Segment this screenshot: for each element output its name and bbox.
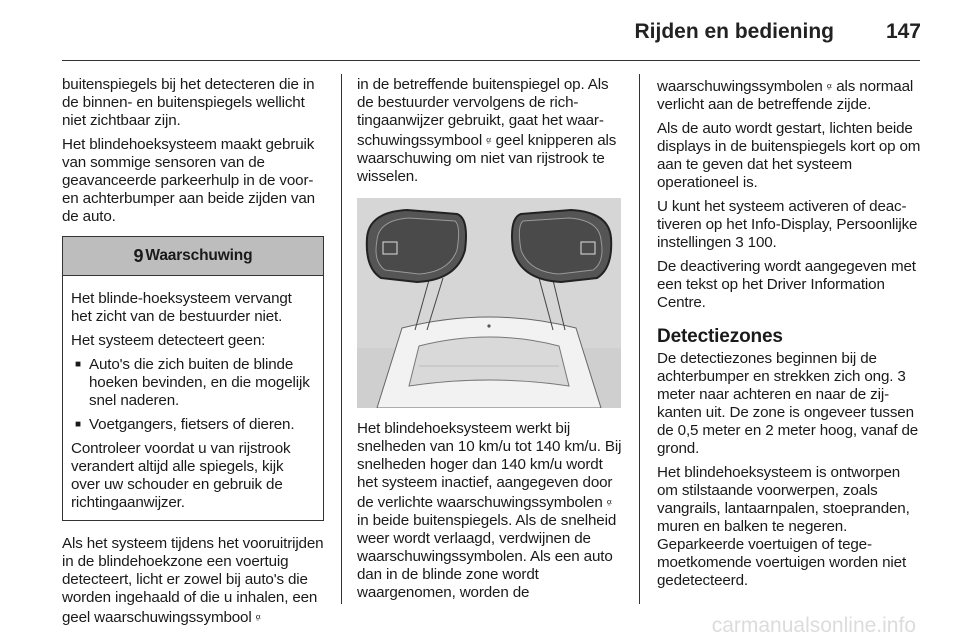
column-2 bbox=[357, 76, 623, 608]
bullet-square-icon: ■ bbox=[75, 419, 81, 430]
paragraph: De deactivering wordt aangegeven met een tekst op het Driver Information Centre. bbox=[657, 258, 916, 311]
page-header-title: Rijden en bediening bbox=[634, 20, 834, 43]
column-3 bbox=[657, 76, 921, 596]
section-heading: Detectiezones bbox=[657, 326, 783, 347]
warning-title: Waarschuwing bbox=[145, 247, 253, 264]
paragraph: Het blindehoeksysteem maakt gebruik van sommige sensoren van de geavanceerde parkeerhulp in de voor- en achterbumper aan beide zijden van de auto. bbox=[62, 136, 315, 225]
warning-text: Controleer voordat u van rijstrook verandert altijd alle spiegels, kijk over uw schouder en gebruik de richtingaanwijzer. bbox=[71, 440, 291, 511]
paragraph: buitenspiegels bij het detecteren die in de binnen- en buitenspiegels wellicht niet zichtbaar zijn. bbox=[62, 76, 315, 129]
column-divider-2 bbox=[639, 74, 640, 604]
blind-spot-symbol-icon: ⍶ bbox=[826, 80, 833, 90]
paragraph: Als de auto wordt gestart, lichten beide displays in de buitenspiegels kort op om aan te geven dat het systeem operationeel is. bbox=[657, 120, 921, 191]
paragraph: De detectiezones beginnen bij de achterbumper en strekken zich ong. 3 meter naar achteren en naar de zijkanten uit. De zone is ongeveer tussen de 0,5 meter en 2 meter hoog, vanaf de grond. bbox=[657, 350, 919, 457]
warning-box bbox=[62, 236, 324, 521]
column-1 bbox=[62, 76, 324, 633]
warning-text: Het systeem detecteert geen: bbox=[71, 332, 266, 349]
header-divider bbox=[62, 60, 920, 61]
blind-spot-symbol-icon: ⍶ bbox=[255, 611, 262, 621]
list-item: ■ Voetgangers, fietsers of dieren. bbox=[75, 416, 295, 433]
paragraph: U kunt het systeem activeren of deactiveren op het Info-Display, Persoonlijke instellingen 3 100. bbox=[657, 198, 918, 251]
list-item: ■ Auto's die zich buiten de blinde hoeken bevinden, en die mogelijk snel naderen. bbox=[75, 356, 310, 409]
warning-body bbox=[63, 276, 323, 520]
cross-reference-arrow-icon[interactable]: 3 bbox=[735, 234, 744, 251]
paragraph: Het blindehoeksysteem is ontworpen om stilstaande voorwerpen, zoals vangrails, lantaarnpalen, stoepranden, muren en balken te negeren. Geparkeerde voertuigen of tegemoetkomende voertuigen worden niet gedetecteerd. bbox=[657, 464, 910, 589]
paragraph: Het blindehoeksysteem werkt bij snelheden van 10 km/u tot 140 km/u. Bij snelheden hoger dan 140 km/u wordt het systeem inactief, aangegeven door de verlichte waarschuwingssymbolen ⍶ in beide buitenspiegels. Als de snelheid weer wordt verlaagd, verdwijnen de waarschuwingssymbolen. Als een auto dan in de blinde zone wordt waargenomen, worden de bbox=[357, 420, 622, 601]
blind-spot-symbol-icon: ⍶ bbox=[606, 496, 613, 506]
paragraph: Als het systeem tijdens het vooruitrijden in de blindehoekzone een voertuig detecteert, licht er zowel bij auto's die worden ingehaald of die u inhalen, een geel waarschuwingssymbool ⍶ bbox=[62, 535, 324, 626]
page-number: 147 bbox=[885, 20, 921, 43]
watermark: carmanualsonline.info bbox=[711, 614, 916, 637]
bullet-square-icon: ■ bbox=[75, 359, 81, 370]
column-divider-1 bbox=[341, 74, 342, 604]
blind-spot-symbol-icon: ⍶ bbox=[486, 134, 492, 144]
warning-text: Het blinde-hoeksysteem vervangt het zicht van de bestuurder niet. bbox=[71, 290, 292, 325]
paragraph: in de betreffende buitenspiegel op. Als de bestuurder vervolgens de richtingaanwijzer gebruikt, gaat het waarschuwingssymbool ⍶ geel knipperen als waarschuwing om niet van rijstrook te wisselen. bbox=[357, 76, 617, 185]
warning-header bbox=[63, 237, 323, 276]
paragraph: waarschuwingssymbolen ⍶ als normaal verlicht aan de betreffende zijde. bbox=[657, 78, 914, 113]
warning-icon: 9 bbox=[133, 246, 144, 266]
mirror-illustration bbox=[357, 198, 621, 408]
